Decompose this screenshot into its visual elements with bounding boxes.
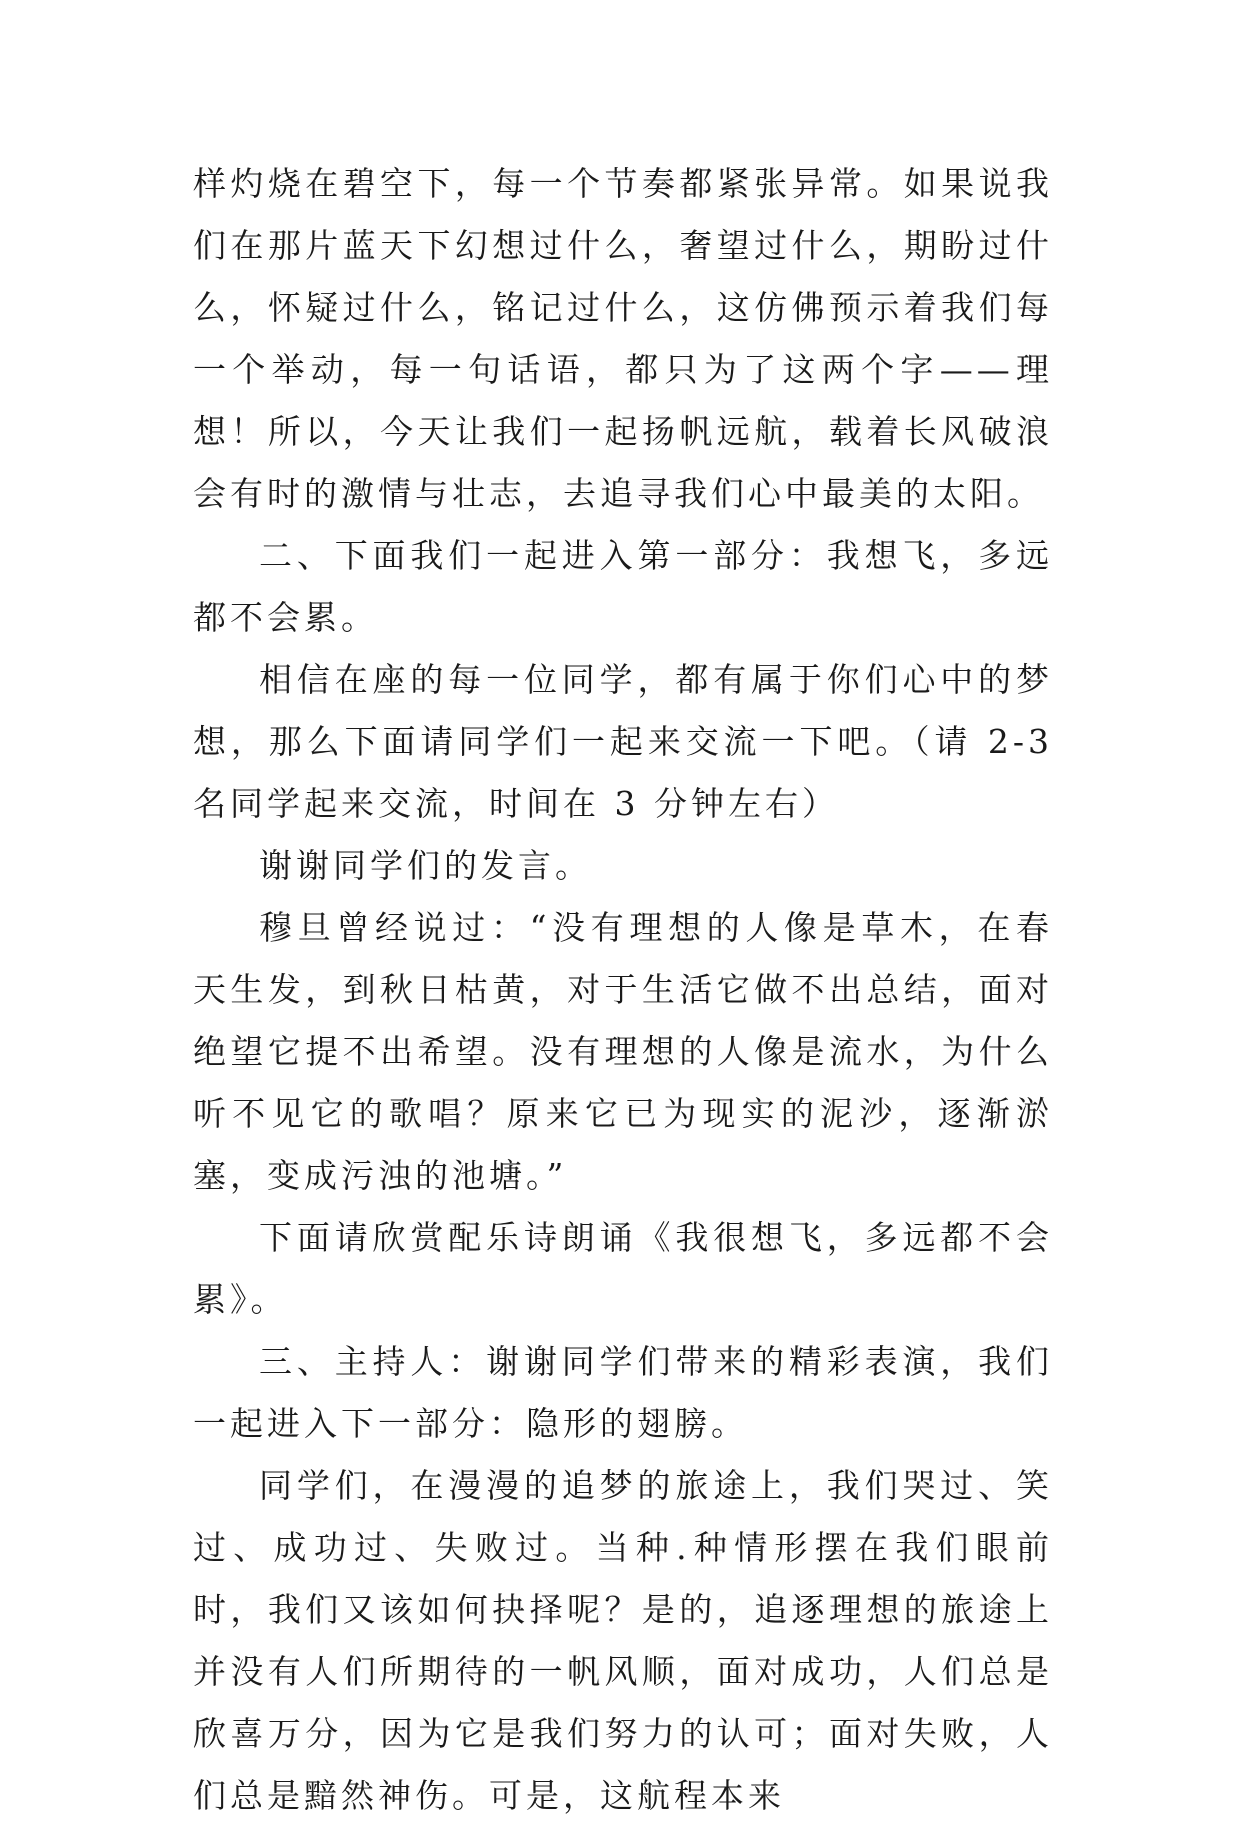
document-body [193,153,1053,1827]
paragraph-poem-recital: 下面请欣赏配乐诗朗诵《我很想飞，多远都不会累》。 [193,1218,1053,1319]
paragraph-section-three-heading: 三、主持人：谢谢同学们带来的精彩表演，我们一起进入下一部分：隐形的翅膀。 [193,1342,1053,1443]
paragraph-continuation: 样灼烧在碧空下，每一个节奏都紧张异常。如果说我们在那片蓝天下幻想过什么，奢望过什么，期盼过什么，怀疑过什么，铭记过什么，这仿佛预示着我们每一个举动，每一句话语，都只为了这两个字——理想！所以，今天让我们一起扬帆远航，载着长风破浪会有时的激情与壮志，去追寻我们心中最美的太阳。 [193,164,1053,513]
paragraph-mu-dan-quote: 穆旦曾经说过：“没有理想的人像是草木，在春天生发，到秋日枯黄，对于生活它做不出总结，面对绝望它提不出希望。没有理想的人像是流水，为什么听不见它的歌唱？原来它已为现实的泥沙，逐渐淤塞，变成污浊的池塘。” [193,908,1053,1195]
paragraph-thanks: 谢谢同学们的发言。 [259,846,592,885]
paragraph-dream-exchange: 相信在座的每一位同学，都有属于你们心中的梦想，那么下面请同学们一起来交流一下吧。（请 2-3 名同学起来交流，时间在 3 分钟左右） [193,660,1053,823]
paragraph-section-two-heading: 二、下面我们一起进入第一部分：我想飞，多远都不会累。 [193,536,1053,637]
paragraph-journey: 同学们，在漫漫的追梦的旅途上，我们哭过、笑过、成功过、失败过。当种.种情形摆在我们眼前时，我们又该如何抉择呢？是的，追逐理想的旅途上并没有人们所期待的一帆风顺，面对成功，人们总是欣喜万分，因为它是我们努力的认可；面对失败，人们总是黯然神伤。可是，这航程本来 [193,1466,1053,1815]
